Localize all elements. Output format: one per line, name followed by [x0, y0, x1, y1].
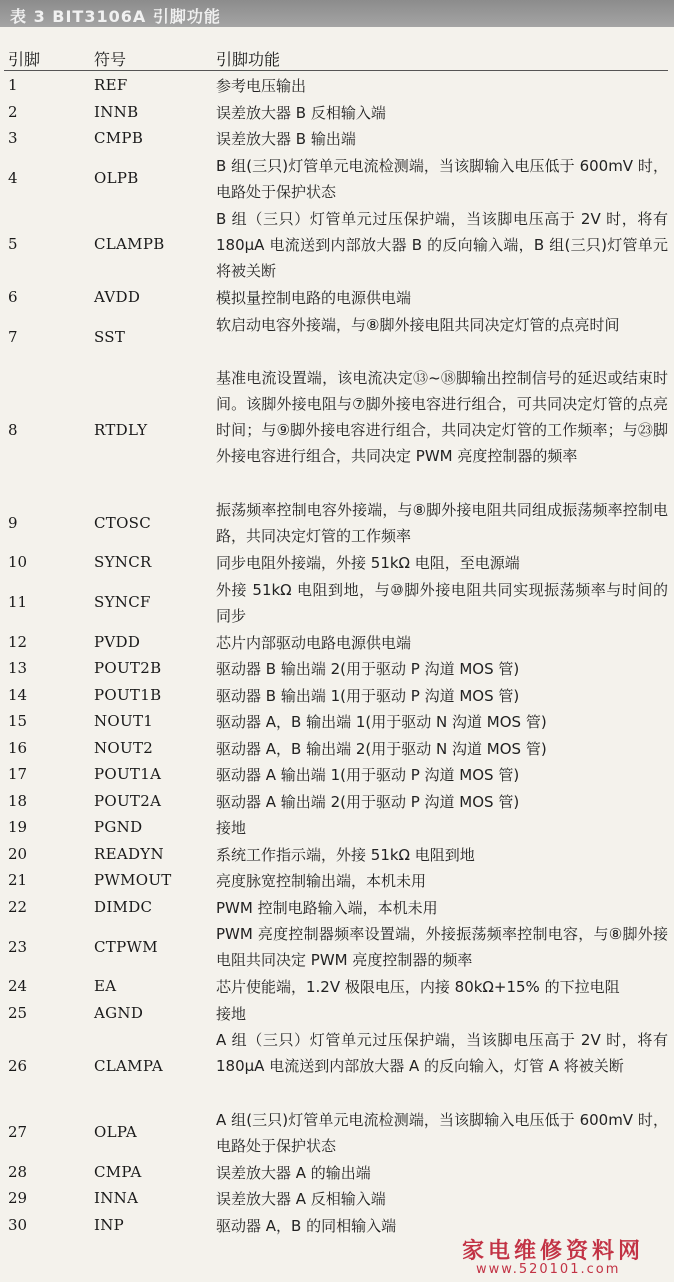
table-row [0, 365, 674, 498]
pin-symbol: NOUT2 [94, 738, 154, 757]
table-row [0, 312, 674, 365]
header-function: 引脚功能 [216, 50, 281, 69]
pin-symbol: EA [94, 977, 117, 996]
pin-number: 12 [8, 632, 28, 651]
pin-number: 5 [8, 235, 18, 254]
pin-function: 外接 51kΩ 电阻到地，与⑩脚外接电阻共同实现振荡频率与时间的同步 [216, 580, 668, 625]
pin-number: 17 [8, 765, 28, 784]
pin-number: 25 [8, 1003, 28, 1022]
pin-symbol: CTPWM [94, 937, 158, 956]
pin-function: 接地 [216, 819, 247, 837]
table-row [0, 497, 674, 550]
pin-symbol: INNB [94, 102, 139, 121]
pin-function: 误差放大器 A 的输出端 [216, 1163, 371, 1182]
header-symbol: 符号 [94, 50, 127, 69]
pin-symbol: SST [94, 328, 126, 346]
pin-number: 14 [8, 685, 28, 704]
pin-function: 驱动器 A 输出端 1(用于驱动 P 沟道 MOS 管) [216, 766, 520, 784]
header-divider [4, 70, 668, 71]
table-row [0, 153, 674, 206]
pin-function: PWM 控制电路输入端，本机未用 [216, 898, 438, 917]
table-row [0, 73, 674, 100]
table-row [0, 1186, 674, 1213]
pin-symbol: CLAMPB [94, 235, 165, 254]
table-row [0, 709, 674, 736]
pin-function: 驱动器 A，B 输出端 2(用于驱动 N 沟道 MOS 管) [216, 739, 547, 758]
table-row [0, 550, 674, 577]
pin-number: 27 [8, 1123, 28, 1141]
pin-function: 亮度脉宽控制输出端，本机未用 [216, 872, 427, 890]
pin-symbol: INP [94, 1215, 125, 1234]
pin-number: 9 [8, 513, 18, 532]
pin-number: 30 [8, 1215, 28, 1234]
pin-function: 模拟量控制电路的电源供电端 [216, 289, 412, 307]
table-row [0, 1160, 674, 1187]
pin-number: 26 [8, 1056, 28, 1075]
table-row [0, 683, 674, 710]
table-row [0, 100, 674, 127]
pin-number: 2 [8, 102, 18, 121]
pin-symbol: SYNCR [94, 553, 152, 572]
pin-symbol: OLPA [94, 1123, 138, 1141]
pin-symbol: POUT2B [94, 659, 162, 678]
pin-number: 6 [8, 288, 18, 307]
pin-number: 10 [8, 553, 28, 572]
table-row [0, 842, 674, 869]
table-row [0, 1001, 674, 1028]
pin-number: 20 [8, 844, 28, 863]
table-row [0, 1027, 674, 1107]
pin-number: 7 [8, 328, 18, 346]
pin-number: 28 [8, 1162, 28, 1181]
header-pin: 引脚 [8, 50, 41, 69]
pin-function: A 组(三只)灯管单元电流检测端，当该脚输入电压低于 600mV 时，电路处于保护状态 [216, 1110, 668, 1155]
pin-function: 驱动器 A 输出端 2(用于驱动 P 沟道 MOS 管) [216, 792, 520, 811]
pin-function: 芯片内部驱动电路电源供电端 [216, 633, 412, 652]
pin-number: 19 [8, 818, 28, 837]
pin-symbol: RTDLY [94, 420, 148, 439]
pin-symbol: AVDD [94, 288, 141, 307]
pin-symbol: POUT1A [94, 765, 162, 784]
pin-number: 16 [8, 738, 28, 757]
pin-function: A 组（三只）灯管单元过压保护端，当该脚电压高于 2V 时，将有 180μA 电流送到内部放大器 A 的反向输入，灯管 A 将被关断 [216, 1031, 668, 1075]
table-row [0, 206, 674, 286]
table-row [0, 974, 674, 1001]
pin-function: PWM 亮度控制器频率设置端，外接振荡频率控制电容，与⑧脚外接电阻共同决定 PWM 亮度控制器的频率 [216, 925, 668, 969]
pin-function: 驱动器 B 输出端 1(用于驱动 P 沟道 MOS 管) [216, 686, 520, 705]
pin-symbol: POUT2A [94, 791, 162, 810]
pin-symbol: DIMDC [94, 897, 153, 916]
pin-symbol: INNA [94, 1189, 139, 1208]
table-row [0, 789, 674, 816]
pin-function: 芯片使能端，1.2V 极限电压，内接 80kΩ+15% 的下拉电阻 [216, 978, 620, 996]
pin-number: 29 [8, 1189, 28, 1208]
pin-function: 驱动器 A，B 输出端 1(用于驱动 N 沟道 MOS 管) [216, 713, 547, 731]
table-row [0, 868, 674, 895]
pin-symbol: AGND [94, 1003, 144, 1022]
pin-function: B 组(三只)灯管单元电流检测端，当该脚输入电压低于 600mV 时，电路处于保护状态 [216, 156, 668, 201]
pin-symbol: OLPB [94, 169, 139, 187]
watermark-title: 家电维修资料网 [462, 1238, 645, 1264]
table-row [0, 126, 674, 153]
pin-function: 驱动器 B 输出端 2(用于驱动 P 沟道 MOS 管) [216, 660, 520, 678]
pin-function: 误差放大器 B 反相输入端 [216, 103, 386, 122]
pin-function: B 组（三只）灯管单元过压保护端，当该脚电压高于 2V 时，将有 180μA 电流送到内部放大器 B 的反向输入端，B 组(三只)灯管单元将被关断 [216, 209, 668, 280]
pin-function: 接地 [216, 1004, 247, 1023]
table-title: 表 3 BIT3106A 引脚功能 [10, 7, 221, 26]
pin-symbol: PGND [94, 818, 143, 837]
table-row [0, 921, 674, 974]
pin-function: 驱动器 A，B 的同相输入端 [216, 1216, 397, 1235]
pin-number: 23 [8, 937, 28, 956]
pin-function: 同步电阻外接端，外接 51kΩ 电阻，至电源端 [216, 554, 520, 572]
table-title-bar [0, 0, 674, 27]
pin-number: 15 [8, 712, 28, 731]
table-row [0, 815, 674, 842]
pin-number: 24 [8, 977, 28, 996]
pin-number: 22 [8, 897, 28, 916]
pin-symbol: REF [94, 76, 128, 95]
table-row [0, 630, 674, 657]
pin-symbol: POUT1B [94, 685, 162, 704]
pin-symbol: CTOSC [94, 513, 152, 532]
pin-number: 8 [8, 420, 18, 439]
pin-symbol: SYNCF [94, 593, 151, 611]
pin-number: 13 [8, 659, 28, 678]
pin-symbol: CMPB [94, 129, 144, 148]
pin-number: 18 [8, 791, 28, 810]
table-row [0, 285, 674, 312]
pin-number: 3 [8, 129, 18, 148]
pin-number: 1 [8, 76, 18, 95]
pin-symbol: CMPA [94, 1162, 142, 1181]
table-row [0, 736, 674, 763]
pin-function: 振荡频率控制电容外接端，与⑧脚外接电阻共同组成振荡频率控制电路，共同决定灯管的工作频率 [216, 501, 668, 545]
table-row [0, 762, 674, 789]
pin-symbol: CLAMPA [94, 1056, 163, 1075]
pin-symbol: PVDD [94, 632, 141, 651]
pin-symbol: READYN [94, 844, 164, 863]
table-row [0, 577, 674, 630]
pin-symbol: PWMOUT [94, 871, 172, 890]
table-row [0, 1107, 674, 1160]
pin-function: 基准电流设置端，该电流决定⑬~⑱脚输出控制信号的延迟或结束时间。该脚外接电阻与⑦脚外接电容进行组合，可共同决定灯管的点亮时间；与⑨脚外接电容进行组合，共同决定灯管的工作频率；与㉓脚外接电容进行组合，共同决定 PWM 亮度控制器的频率 [216, 368, 668, 465]
pin-number: 21 [8, 871, 28, 890]
table-row [0, 895, 674, 922]
watermark-url: www.520101.com [476, 1262, 621, 1277]
pin-function: 系统工作指示端，外接 51kΩ 电阻到地 [216, 845, 475, 864]
pin-function: 误差放大器 B 输出端 [216, 130, 356, 148]
pin-function: 软启动电容外接端，与⑧脚外接电阻共同决定灯管的点亮时间 [216, 315, 620, 334]
pin-function: 参考电压输出 [216, 77, 307, 95]
pin-number: 4 [8, 169, 18, 187]
table-row [0, 656, 674, 683]
pin-symbol: NOUT1 [94, 712, 154, 731]
pin-number: 11 [8, 593, 28, 611]
pin-function: 误差放大器 A 反相输入端 [216, 1190, 386, 1208]
